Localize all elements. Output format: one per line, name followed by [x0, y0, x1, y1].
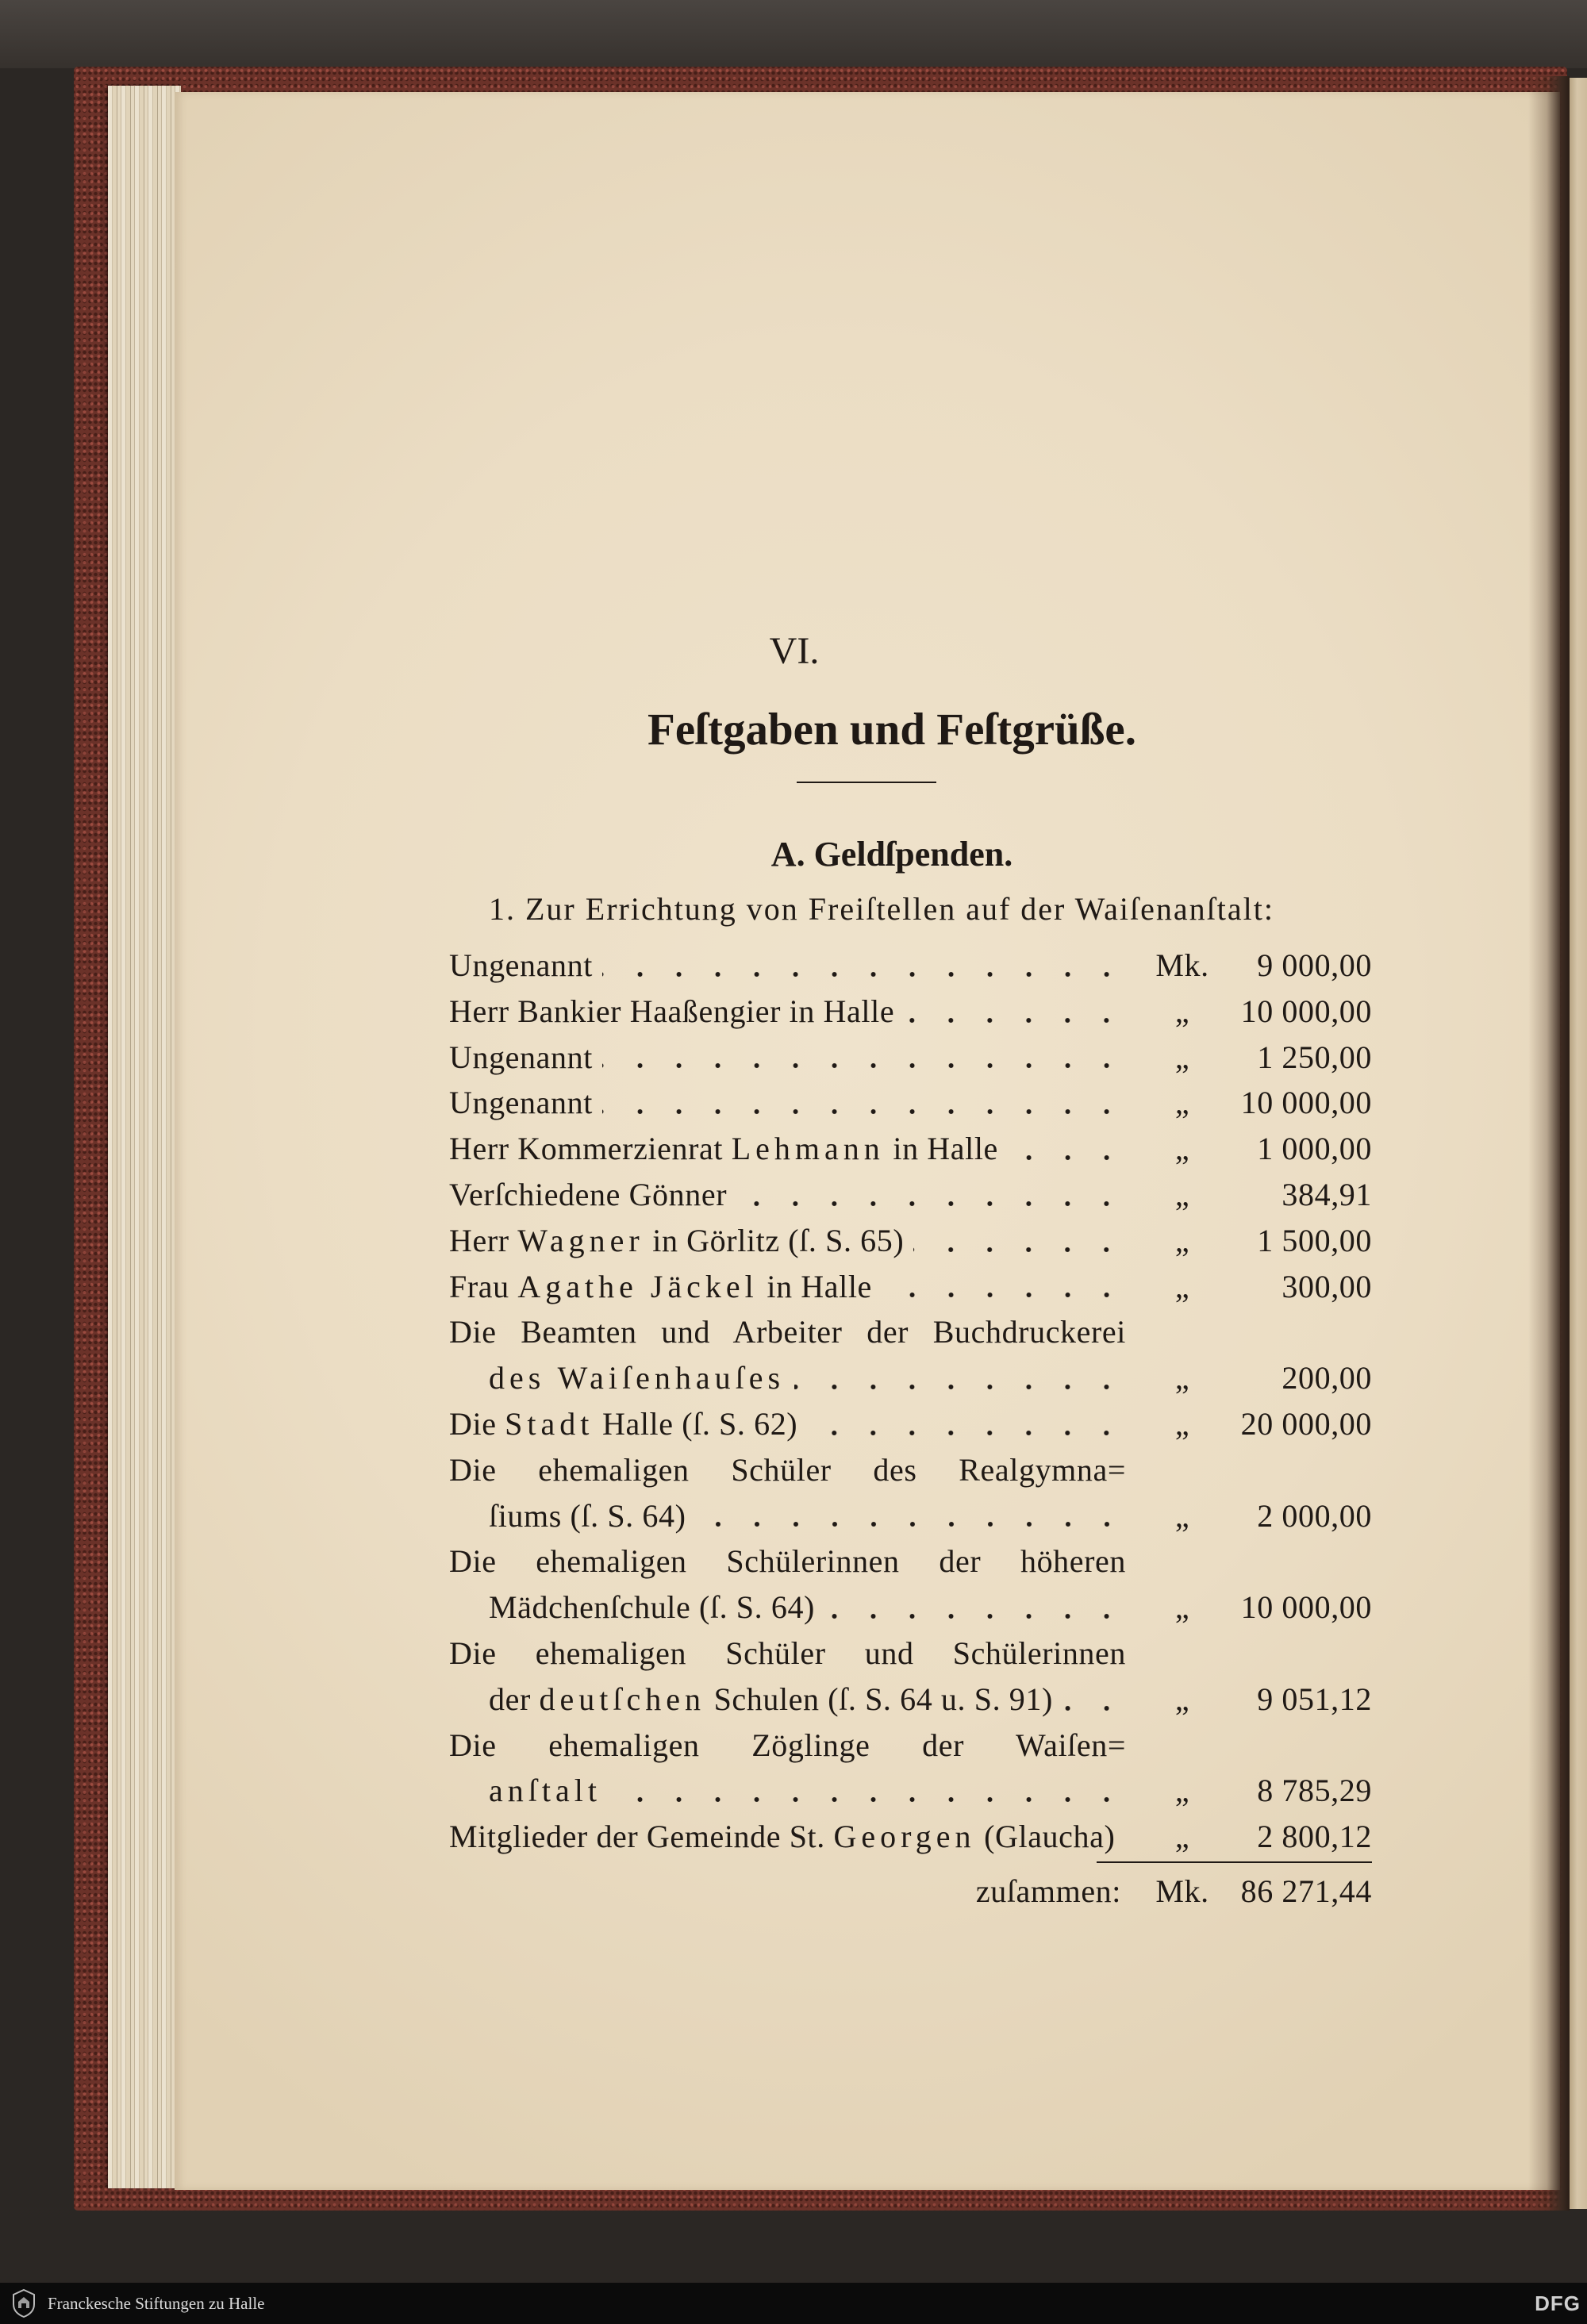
donation-row [449, 1080, 1372, 1126]
ditto-mark: „ [1174, 1497, 1190, 1534]
donor-cell [449, 1080, 1143, 1126]
donation-amount: 10 000,00 [1240, 1085, 1372, 1121]
donor-text-part: Herr Kommerzienrat [449, 1131, 732, 1167]
donation-row [449, 1493, 1372, 1539]
donor-cell [449, 1172, 1143, 1218]
leader-dots [1008, 1154, 1126, 1162]
donation-amount: 1 000,00 [1257, 1131, 1372, 1167]
donation-amount: 384,91 [1282, 1176, 1372, 1212]
leader-dots [696, 1520, 1126, 1528]
donor-text [449, 1631, 1126, 1677]
donor-text [449, 1264, 872, 1310]
donor-text [489, 1493, 686, 1539]
donor-text [449, 943, 593, 989]
leader-dots [736, 1200, 1126, 1208]
donation-row [449, 1723, 1372, 1769]
facing-page-edge [1570, 78, 1587, 2209]
donor-text-part: Die ehemaligen Schüler des Realgymna= [449, 1451, 1126, 1488]
leader-dots [1124, 1842, 1126, 1850]
donor-text [449, 1401, 797, 1447]
donor-text-part: deutſchen [539, 1681, 705, 1717]
donor-text-part: Herr Bankier Haaßengier in Halle [449, 993, 895, 1029]
total-currency-unit: Mk. [1155, 1873, 1209, 1909]
donation-row [449, 1814, 1372, 1860]
donor-text [449, 1814, 1115, 1860]
donor-cell [449, 1035, 1143, 1081]
donor-text [449, 1723, 1126, 1769]
leader-dots [882, 1291, 1126, 1299]
donor-cell [449, 1677, 1143, 1723]
donor-cell [449, 1814, 1143, 1860]
chapter-title: Feſtgaben und Feſtgrüße. [647, 705, 1136, 755]
sum-rule [1097, 1861, 1372, 1863]
donor-cell [449, 1126, 1143, 1172]
institution-name: Franckesche Stiftungen zu Halle [48, 2294, 265, 2313]
total-row [449, 1869, 1372, 1915]
donation-row [449, 1677, 1372, 1723]
donation-row [449, 1401, 1372, 1447]
donor-text [489, 1355, 785, 1401]
donation-row [449, 1035, 1372, 1081]
donor-text-part: Die ehemaligen Zöglinge der Waiſen= [449, 1727, 1126, 1763]
ditto-mark: „ [1174, 993, 1190, 1029]
donor-text [449, 989, 894, 1035]
donor-text-part: (Glaucha) [975, 1819, 1116, 1855]
chapter-number: VI. [769, 630, 820, 672]
donor-text [449, 1218, 904, 1264]
ditto-mark: „ [1174, 1589, 1190, 1626]
donation-amount: 2 000,00 [1257, 1497, 1372, 1534]
donation-amount: 10 000,00 [1240, 1589, 1372, 1626]
donation-row [449, 1172, 1372, 1218]
leader-dots [611, 1796, 1126, 1804]
donor-text-part: Verſchiedene Gönner [449, 1176, 728, 1212]
donor-cell [449, 989, 1143, 1035]
donation-row [449, 1447, 1372, 1493]
donor-cell [449, 1218, 1143, 1264]
donor-text [449, 1126, 998, 1172]
donation-amount: 20 000,00 [1240, 1405, 1372, 1442]
donor-text [449, 1035, 593, 1081]
donation-row [449, 1126, 1372, 1172]
donor-cell [449, 1355, 1143, 1401]
total-amount: 86 271,44 [1240, 1873, 1372, 1909]
seal-icon [10, 2288, 38, 2319]
ditto-mark: „ [1174, 1681, 1190, 1717]
donor-cell [449, 1264, 1143, 1310]
donor-text-part: anſtalt [489, 1773, 601, 1809]
leader-dots [824, 1612, 1126, 1620]
donor-cell [449, 1401, 1143, 1447]
donation-row [449, 1631, 1372, 1677]
ditto-mark: „ [1174, 1085, 1190, 1121]
gutter-shadow [1528, 76, 1570, 2211]
scan-background [0, 0, 1587, 68]
ditto-mark: „ [1174, 1268, 1190, 1304]
leader-dots [602, 1108, 1126, 1116]
donation-amount: 200,00 [1282, 1360, 1372, 1396]
total-label: zuſammen: [975, 1873, 1121, 1909]
donor-text [449, 1538, 1126, 1585]
leader-dots [602, 970, 1126, 978]
donor-text [449, 1172, 727, 1218]
donor-text-part: Halle (ſ. S. 62) [594, 1405, 798, 1442]
leader-dots [1062, 1704, 1126, 1712]
donation-amount: 9 000,00 [1257, 947, 1372, 983]
donor-text-part: Georgen [833, 1819, 976, 1855]
donor-text [449, 1309, 1126, 1355]
donor-text [449, 1447, 1126, 1493]
donation-row [449, 1768, 1372, 1814]
leader-dots [602, 1062, 1126, 1070]
donor-text-part: Ungenannt [449, 947, 593, 983]
donor-text-part: Herr [449, 1222, 518, 1258]
donor-text-part: Mitglieder der Gemeinde St. [449, 1819, 834, 1855]
donor-text-part: Schulen (ſ. S. 64 u. S. 91) [705, 1681, 1053, 1717]
donation-row [449, 989, 1372, 1035]
title-rule [797, 782, 936, 783]
donor-text [489, 1768, 601, 1814]
section-title: A. Geldſpenden. [770, 835, 1013, 874]
donor-text-part: Frau [449, 1268, 518, 1304]
donor-text-part: in Halle [884, 1131, 998, 1167]
dfg-logo: DFG [1535, 2291, 1581, 2315]
donor-cell [449, 943, 1143, 989]
donations-list [449, 943, 1372, 1860]
donation-row [449, 1585, 1372, 1631]
total-label-cell [449, 1869, 1143, 1915]
donor-text [449, 1080, 593, 1126]
donation-amount: 1 500,00 [1257, 1222, 1372, 1258]
donation-row [449, 1218, 1372, 1264]
donor-text-part: ſiums (ſ. S. 64) [489, 1497, 686, 1534]
donor-text-part: Stadt [505, 1405, 594, 1442]
ditto-mark: „ [1174, 1773, 1190, 1809]
donation-amount: 8 785,29 [1257, 1773, 1372, 1809]
donation-row [449, 1309, 1372, 1355]
donation-amount: 9 051,12 [1257, 1681, 1372, 1717]
page-edges [108, 86, 181, 2188]
donation-row [449, 943, 1372, 989]
donor-text-part: Ungenannt [449, 1085, 593, 1121]
donor-text [489, 1585, 815, 1631]
ditto-mark: „ [1174, 1039, 1190, 1075]
ditto-mark: „ [1174, 1405, 1190, 1442]
donor-cell [449, 1585, 1143, 1631]
donation-amount: 10 000,00 [1240, 993, 1372, 1029]
ditto-mark: „ [1174, 1819, 1190, 1855]
ditto-mark: „ [1174, 1360, 1190, 1396]
leader-dots [807, 1429, 1126, 1437]
currency-unit: Mk. [1155, 947, 1209, 983]
donor-text-part: in Halle [758, 1268, 872, 1304]
donor-text-part: des Waiſenhauſes [489, 1360, 786, 1396]
ditto-mark: „ [1174, 1131, 1190, 1167]
donor-text-part: Die ehemaligen Schüler und Schülerinnen [449, 1634, 1126, 1671]
leader-dots [794, 1383, 1126, 1391]
donor-text-part: Die Beamten und Arbeiter der Buchdruckerei [449, 1314, 1126, 1350]
donor-text-part: Ungenannt [449, 1039, 593, 1075]
donor-text-part: der [489, 1681, 540, 1717]
leader-dots [904, 1016, 1126, 1024]
donor-text-part: Die ehemaligen Schülerinnen der höheren [449, 1543, 1126, 1580]
donation-row [449, 1355, 1372, 1401]
leader-dots [913, 1246, 1126, 1254]
donor-text-part: in Görlitz (ſ. S. 65) [644, 1222, 905, 1258]
donor-text-part: Wagner [517, 1222, 644, 1258]
donor-text-part: Die [449, 1405, 505, 1442]
donor-cell [449, 1493, 1143, 1539]
donation-amount: 300,00 [1282, 1268, 1372, 1304]
donation-row [449, 1538, 1372, 1585]
donor-text-part: Agathe Jäckel [517, 1268, 759, 1304]
donor-text-part: Lehmann [731, 1131, 885, 1167]
ditto-mark: „ [1174, 1176, 1190, 1212]
donor-text-part: Mädchenſchule (ſ. S. 64) [489, 1589, 815, 1626]
donor-text [489, 1677, 1053, 1723]
donor-cell [449, 1768, 1143, 1814]
donation-row [449, 1264, 1372, 1310]
donation-amount: 1 250,00 [1257, 1039, 1372, 1075]
subsection-title: 1. Zur Errichtung von Freiſtellen auf der Waiſenanſtalt: [489, 891, 1274, 927]
ditto-mark: „ [1174, 1222, 1190, 1258]
donation-amount: 2 800,12 [1257, 1819, 1372, 1855]
